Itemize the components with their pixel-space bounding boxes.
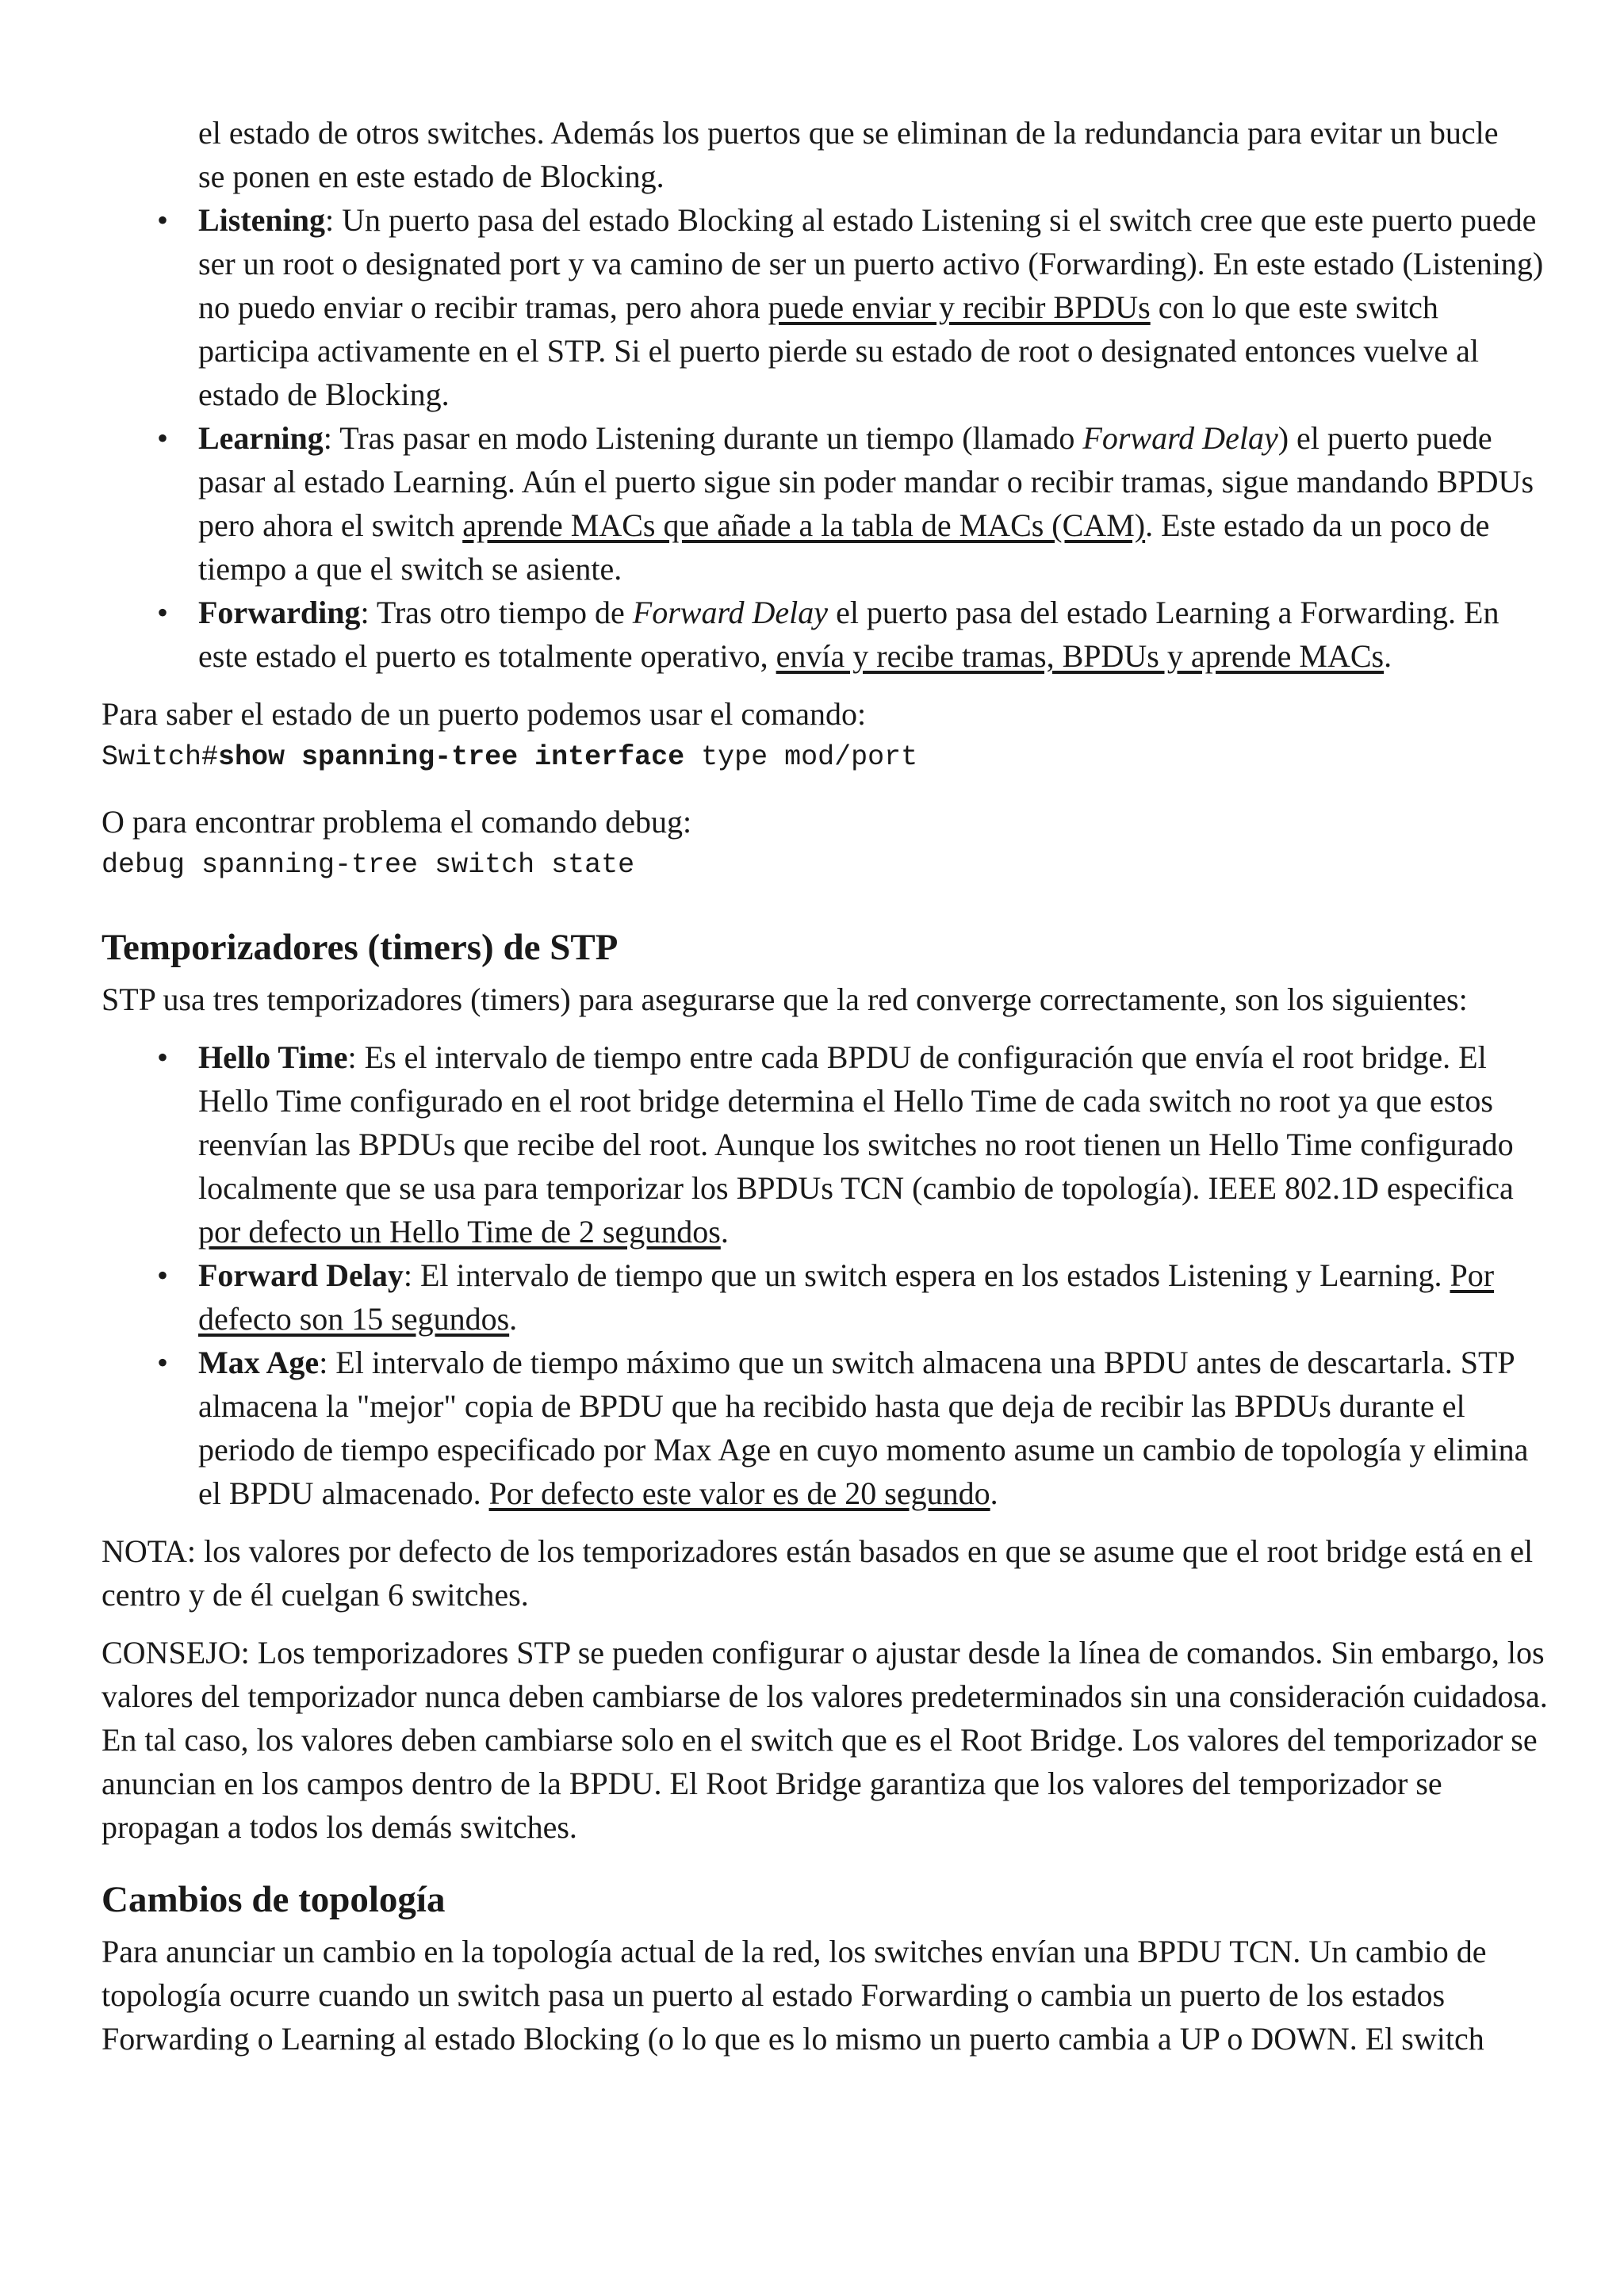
- port-states-list: [102, 198, 1553, 678]
- advice-paragraph: CONSEJO: Los temporizadores STP se pueden configurar o ajustar desde la línea de comandos. Sin embargo, los valores del temporizador nunca deben cambiarse de los valores predeterminados sin una consideración cuidadosa. En tal caso, los valores deben cambiarse solo en el switch que es el Root Bridge. Los valores del temporizador se anuncian en los campos dentro de la BPDU. El Root Bridge garantiza que los valores del temporizador se propagan a todos los demás switches.: [102, 1635, 1548, 1845]
- list-item-forwarding: • Forwarding: Tras otro tiempo de Forward Delay el puerto pasa del estado Learning a Forwarding. En este estado el puerto es totalmente operativo, envía y recibe tramas, BPDUs y aprende MACs.: [198, 591, 1553, 678]
- bullet-icon: •: [157, 420, 169, 456]
- debug-cmd-code: debug spanning-tree switch state: [102, 849, 635, 881]
- note-paragraph: NOTA: los valores por defecto de los temporizadores están basados en que se asume que el root bridge está en el centro y de él cuelgan 6 switches.: [102, 1533, 1534, 1613]
- timers-list: [102, 1035, 1553, 1515]
- bullet-icon: •: [157, 202, 169, 238]
- debug-cmd-intro: O para encontrar problema el comando debug:: [102, 804, 692, 840]
- topology-heading: Cambios de topología: [102, 1879, 446, 1920]
- list-item-max-age: • Max Age: El intervalo de tiempo máximo que un switch almacena una BPDU antes de descartarla. STP almacena la "mejor" copia de BPDU que ha recibido hasta que deja de recibir las BPDUs durante el periodo de tiempo especificado por Max Age en cuyo momento asume un cambio de topología y elimina el BPDU almacenado. Por defecto este valor es de 20 segundo.: [198, 1341, 1553, 1515]
- list-item-hello-time: • Hello Time: Es el intervalo de tiempo entre cada BPDU de configuración que envía el root bridge. El Hello Time configurado en el root bridge determina el Hello Time de cada switch no root ya que estos reenvían las BPDUs que recibe del root. Aunque los switches no root tienen un Hello Time configurado localmente que se usa para temporizar los BPDUs TCN (cambio de topología). IEEE 802.1D especifica por defecto un Hello Time de 2 segundos.: [198, 1035, 1553, 1253]
- list-item-learning: • Learning: Tras pasar en modo Listening durante un tiempo (llamado Forward Delay) el puerto puede pasar al estado Learning. Aún el puerto sigue sin poder mandar o recibir tramas, sigue mandando BPDUs pero ahora el switch aprende MACs que añade a la tabla de MACs (CAM). Este estado da un poco de tiempo a que el switch se asiente.: [198, 416, 1553, 591]
- list-item-listening: • Listening: Un puerto pasa del estado Blocking al estado Listening si el switch cree que este puerto puede ser un root o designated port y va camino de ser un puerto activo (Forwarding). En este estado (Listening) no puedo enviar o recibir tramas, pero ahora puede enviar y recibir BPDUs con lo que este switch participa activamente en el STP. Si el puerto pierde su estado de root o designated entonces vuelve al estado de Blocking.: [198, 198, 1553, 416]
- state-cmd-intro: Para saber el estado de un puerto podemos usar el comando:: [102, 696, 867, 732]
- timers-heading: Temporizadores (timers) de STP: [102, 927, 619, 968]
- list-item-forward-delay: • Forward Delay: El intervalo de tiempo que un switch espera en los estados Listening y Learning. Por defecto son 15 segundos.: [198, 1253, 1553, 1341]
- intro-continuation: el estado de otros switches. Además los puertos que se eliminan de la redundancia para evitar un bucle se ponen en este estado de Blocking.: [198, 115, 1499, 194]
- bullet-icon: •: [157, 1345, 169, 1380]
- bullet-icon: •: [157, 1039, 169, 1075]
- bullet-icon: •: [157, 595, 169, 630]
- topology-paragraph: Para anunciar un cambio en la topología actual de la red, los switches envían una BPDU TCN. Un cambio de topología ocurre cuando un switch pasa un puerto al estado Forwarding o cambia un puerto de los estados Forwarding o Learning al estado Blocking (o lo que es lo mismo un puerto cambia a UP o DOWN. El switch: [102, 1934, 1487, 2057]
- document-page: [102, 111, 1553, 2061]
- timers-intro: STP usa tres temporizadores (timers) para asegurarse que la red converge correctamente, son los siguientes:: [102, 982, 1468, 1017]
- state-cmd-code: Switch#show spanning-tree interface type mod/port: [102, 741, 918, 773]
- bullet-icon: •: [157, 1257, 169, 1293]
